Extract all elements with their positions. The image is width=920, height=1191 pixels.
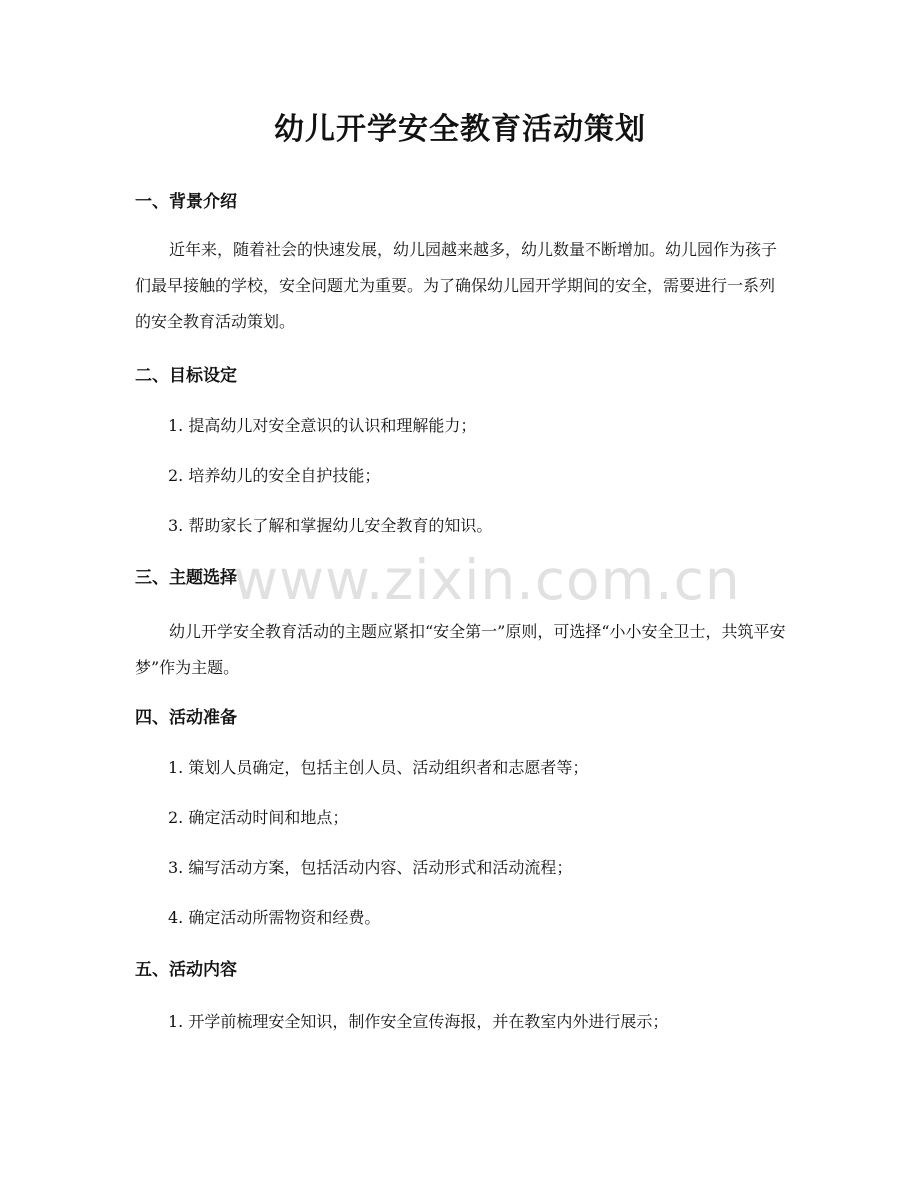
- section-heading-theme: 三、主题选择: [135, 568, 237, 588]
- section-heading-background: 一、背景介绍: [135, 192, 237, 212]
- list-item: 2. 培养幼儿的安全自护技能；: [168, 466, 381, 485]
- section-heading-content: 五、活动内容: [135, 960, 237, 980]
- section-heading-goals: 二、目标设定: [135, 366, 237, 386]
- list-item: 4. 确定活动所需物资和经费。: [168, 908, 381, 927]
- watermark: www.zixin.com.cn: [233, 548, 741, 612]
- list-item: 1. 开学前梳理安全知识，制作安全宣传海报，并在教室内外进行展示；: [168, 1012, 669, 1031]
- list-item: 1. 策划人员确定，包括主创人员、活动组织者和志愿者等；: [168, 758, 589, 777]
- section-heading-preparation: 四、活动准备: [135, 708, 237, 728]
- list-item: 1. 提高幼儿对安全意识的认识和理解能力；: [168, 416, 477, 435]
- list-item: 3. 编写活动方案，包括活动内容、活动形式和活动流程；: [168, 858, 573, 877]
- list-item: 2. 确定活动时间和地点；: [168, 808, 349, 827]
- document-title: 幼儿开学安全教育活动策划: [274, 112, 646, 147]
- list-item: 3. 帮助家长了解和掌握幼儿安全教育的知识。: [168, 516, 493, 535]
- section-paragraph-background: 近年来，随着社会的快速发展，幼儿园越来越多，幼儿数量不断增加。幼儿园作为孩子们最早接触的学校，安全问题尤为重要。为了确保幼儿园开学期间的安全，需要进行一系列的安全教育活动策划。: [135, 240, 778, 331]
- section-paragraph-theme: 幼儿开学安全教育活动的主题应紧扣“安全第一”原则，可选择“小小安全卫士，共筑平安梦”作为主题。: [135, 622, 786, 677]
